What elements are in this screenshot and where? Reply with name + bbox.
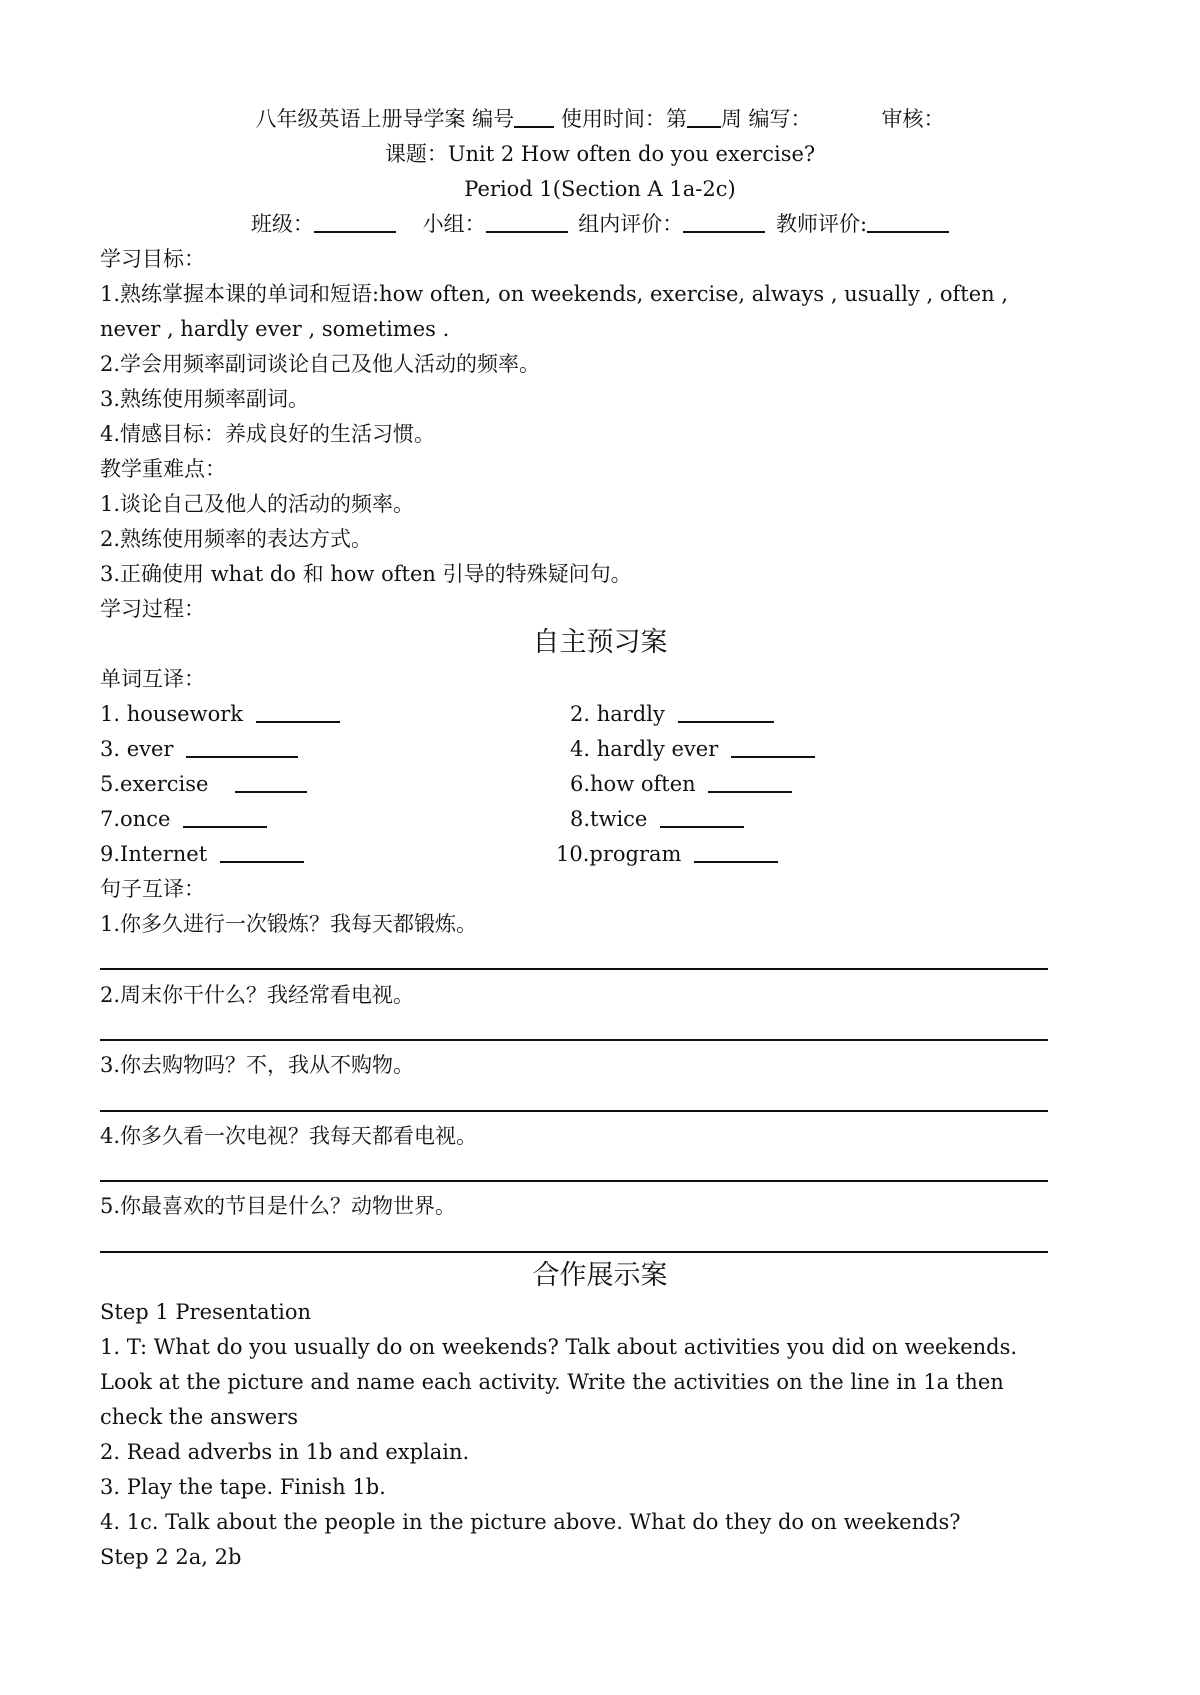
week-blank[interactable] — [687, 106, 721, 128]
answer-blank[interactable] — [183, 806, 267, 828]
lesson-topic: 课题：Unit 2 How often do you exercise? — [384, 142, 816, 166]
answer-line[interactable] — [100, 1180, 1048, 1182]
sentence-heading: 句子互译： — [100, 877, 205, 901]
vocab-item: 4. hardly ever — [570, 734, 815, 764]
answer-blank[interactable] — [220, 841, 304, 863]
goal-3: 3.熟练使用频率副词。 — [100, 387, 310, 411]
answer-blank[interactable] — [235, 771, 307, 793]
title-part3: 周 编写： — [720, 107, 812, 131]
answer-line[interactable] — [100, 968, 1048, 970]
sentence-item: 3.你去购物吗？不，我从不购物。 — [100, 1053, 415, 1077]
evaluation-row — [0, 209, 1200, 239]
answer-blank[interactable] — [678, 701, 774, 723]
goal-1: 1.熟练掌握本课的单词和短语:how often, on weekends, exercise, always , usually , often , — [100, 282, 1009, 306]
step1-item-1-continued: Look at the picture and name each activity. Write the activities on the line in 1a then — [100, 1370, 1004, 1394]
vocab-item: 3. ever — [100, 734, 298, 764]
step1-item-1-continued: check the answers — [100, 1405, 298, 1429]
number-blank[interactable] — [514, 106, 554, 128]
answer-blank[interactable] — [694, 841, 778, 863]
sentence-item: 1.你多久进行一次锻炼？我每天都锻炼。 — [100, 912, 478, 936]
worksheet-title — [0, 104, 1200, 134]
class-blank[interactable] — [314, 211, 396, 233]
key-point-3: 3.正确使用 what do 和 how often 引导的特殊疑问句。 — [100, 562, 632, 586]
vocab-item: 8.twice — [570, 804, 744, 834]
goal-4: 4.情感目标：养成良好的生活习惯。 — [100, 422, 436, 446]
class-label: 班级： — [250, 212, 314, 236]
vocab-item: 6.how often — [570, 769, 792, 799]
key-point-1: 1.谈论自己及他人的活动的频率。 — [100, 492, 415, 516]
step2-heading: Step 2 2a, 2b — [100, 1545, 242, 1569]
title-part1: 八年级英语上册导学案 编号 — [255, 107, 515, 131]
sentence-item: 4.你多久看一次电视？我每天都看电视。 — [100, 1124, 478, 1148]
step1-item-1: 1. T: What do you usually do on weekends? Talk about activities you did on weekends. — [100, 1335, 1018, 1359]
peer-eval-label: 组内评价： — [578, 212, 684, 236]
vocab-item: 2. hardly — [570, 699, 774, 729]
goals-heading: 学习目标： — [100, 247, 205, 271]
key-point-2: 2.熟练使用频率的表达方式。 — [100, 527, 373, 551]
group-blank[interactable] — [486, 211, 568, 233]
cooperation-section-title: 合作展示案 — [532, 1260, 668, 1291]
answer-line[interactable] — [100, 1039, 1048, 1041]
answer-line[interactable] — [100, 1251, 1048, 1253]
answer-blank[interactable] — [731, 736, 815, 758]
sentence-item: 2.周末你干什么？我经常看电视。 — [100, 983, 415, 1007]
preview-section-title: 自主预习案 — [532, 627, 668, 658]
goal-1-continued: never , hardly ever , sometimes . — [100, 317, 450, 341]
title-part4: 审核： — [881, 107, 945, 131]
answer-blank[interactable] — [186, 736, 298, 758]
step1-item-4: 4. 1c. Talk about the people in the picture above. What do they do on weekends? — [100, 1510, 961, 1534]
sentence-item: 5.你最喜欢的节目是什么？动物世界。 — [100, 1194, 457, 1218]
step1-heading: Step 1 Presentation — [100, 1300, 312, 1324]
answer-blank[interactable] — [660, 806, 744, 828]
teacher-eval-label: 教师评价: — [775, 212, 868, 236]
goal-2: 2.学会用频率副词谈论自己及他人活动的频率。 — [100, 352, 541, 376]
group-label: 小组： — [422, 212, 486, 236]
key-points-heading: 教学重难点： — [100, 457, 226, 481]
lesson-period: Period 1(Section A 1a-2c) — [464, 177, 736, 201]
peer-eval-blank[interactable] — [683, 211, 765, 233]
answer-line[interactable] — [100, 1110, 1048, 1112]
vocab-item: 7.once — [100, 804, 267, 834]
vocab-item: 1. housework — [100, 699, 340, 729]
step1-item-2: 2. Read adverbs in 1b and explain. — [100, 1440, 470, 1464]
vocab-item: 9.Internet — [100, 839, 304, 869]
step1-item-3: 3. Play the tape. Finish 1b. — [100, 1475, 386, 1499]
answer-blank[interactable] — [256, 701, 340, 723]
teacher-eval-blank[interactable] — [867, 211, 949, 233]
vocab-heading: 单词互译： — [100, 667, 205, 691]
answer-blank[interactable] — [708, 771, 792, 793]
vocab-item: 5.exercise — [100, 769, 307, 799]
process-heading: 学习过程： — [100, 597, 205, 621]
vocab-item: 10.program — [556, 839, 778, 869]
title-part2: 使用时间：第 — [554, 107, 687, 131]
